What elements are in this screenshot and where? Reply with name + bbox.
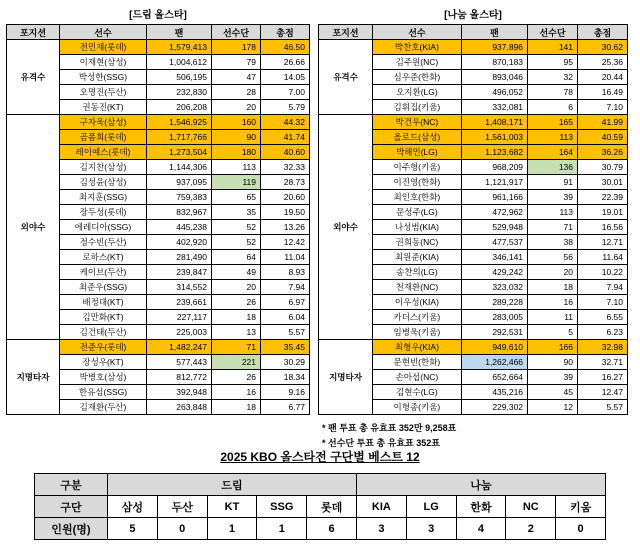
squad-votes-cell: 18 xyxy=(528,280,578,295)
fan-votes-cell: 937,896 xyxy=(461,40,527,55)
squad-votes-cell: 26 xyxy=(212,370,261,385)
column-header-total: 총점 xyxy=(578,25,628,40)
player-name-cell: 전준우(롯데) xyxy=(60,340,147,355)
fan-votes-cell: 832,967 xyxy=(147,205,212,220)
fan-votes-cell: 577,443 xyxy=(147,355,212,370)
total-score-cell: 12.42 xyxy=(261,235,310,250)
summary-count-cell: 0 xyxy=(157,518,207,540)
column-header-squad: 선수단 xyxy=(528,25,578,40)
total-score-cell: 7.94 xyxy=(261,280,310,295)
position-cell: 지명타자 xyxy=(7,340,60,415)
fan-votes-cell: 1,408,171 xyxy=(461,115,527,130)
squad-votes-cell: 221 xyxy=(212,355,261,370)
total-score-cell: 30.01 xyxy=(578,175,628,190)
total-score-cell: 7.10 xyxy=(578,295,628,310)
fan-votes-cell: 206,208 xyxy=(147,100,212,115)
fan-votes-cell: 283,005 xyxy=(461,310,527,325)
vote-notes xyxy=(318,421,628,450)
squad-votes-cell: 78 xyxy=(528,85,578,100)
column-header-player: 선수 xyxy=(60,25,147,40)
summary-team-cell: 두산 xyxy=(157,496,207,518)
summary-team-cell: SSG xyxy=(257,496,307,518)
fan-votes-cell: 506,195 xyxy=(147,70,212,85)
total-score-cell: 11.04 xyxy=(261,250,310,265)
fan-votes-cell: 1,144,306 xyxy=(147,160,212,175)
summary-team-cell: LG xyxy=(406,496,456,518)
nanum-allstar-table xyxy=(318,24,628,415)
squad-votes-cell: 113 xyxy=(528,205,578,220)
squad-votes-cell: 71 xyxy=(212,340,261,355)
fan-votes-cell: 812,772 xyxy=(147,370,212,385)
summary-count-cell: 3 xyxy=(406,518,456,540)
squad-votes-cell: 52 xyxy=(212,235,261,250)
player-name-cell: 김휘집(키움) xyxy=(373,100,462,115)
player-name-cell: 이형종(키움) xyxy=(373,400,462,415)
summary-group-row xyxy=(35,474,606,496)
fan-votes-cell: 961,166 xyxy=(461,190,527,205)
total-score-cell: 32.98 xyxy=(578,340,628,355)
nanum-table-body xyxy=(319,40,628,415)
squad-votes-cell: 90 xyxy=(528,355,578,370)
summary-team-cell: KIA xyxy=(356,496,406,518)
total-score-cell: 19.50 xyxy=(261,205,310,220)
player-name-cell: 박찬호(KIA) xyxy=(373,40,462,55)
fan-votes-cell: 1,717,766 xyxy=(147,130,212,145)
player-name-cell: 김주원(NC) xyxy=(373,55,462,70)
player-name-cell: 송찬의(LG) xyxy=(373,265,462,280)
total-score-cell: 6.55 xyxy=(578,310,628,325)
summary-table-body xyxy=(35,474,606,540)
fan-votes-cell: 1,004,612 xyxy=(147,55,212,70)
squad-votes-cell: 90 xyxy=(212,130,261,145)
summary-count-cell: 6 xyxy=(307,518,357,540)
squad-votes-cell: 16 xyxy=(212,385,261,400)
fan-votes-cell: 759,383 xyxy=(147,190,212,205)
player-name-cell: 문성주(LG) xyxy=(373,205,462,220)
table-row xyxy=(7,40,310,55)
fan-votes-cell: 472,962 xyxy=(461,205,527,220)
squad-votes-cell: 11 xyxy=(528,310,578,325)
total-score-cell: 16.27 xyxy=(578,370,628,385)
fan-votes-cell: 652,664 xyxy=(461,370,527,385)
player-name-cell: 권동진(KT) xyxy=(60,100,147,115)
note-squad-votes: * 선수단 투표 총 유효표 352표 xyxy=(322,438,440,448)
player-name-cell: 김지찬(삼성) xyxy=(60,160,147,175)
total-score-cell: 40.60 xyxy=(261,145,310,160)
total-score-cell: 30.29 xyxy=(261,355,310,370)
nanum-panel-title: [나눔 올스타] xyxy=(444,10,502,21)
fan-votes-cell: 229,302 xyxy=(461,400,527,415)
player-name-cell: 전민재(롯데) xyxy=(60,40,147,55)
total-score-cell: 36.26 xyxy=(578,145,628,160)
fan-votes-cell: 445,238 xyxy=(147,220,212,235)
team-summary-table xyxy=(34,473,606,540)
squad-votes-cell: 20 xyxy=(212,280,261,295)
summary-count-row xyxy=(35,518,606,540)
total-score-cell: 10.22 xyxy=(578,265,628,280)
player-name-cell: 카더스(키움) xyxy=(373,310,462,325)
total-score-cell: 9.16 xyxy=(261,385,310,400)
player-name-cell: 올로드(삼성) xyxy=(373,130,462,145)
table-header-row xyxy=(7,25,310,40)
squad-votes-cell: 56 xyxy=(528,250,578,265)
total-score-cell: 7.10 xyxy=(578,100,628,115)
player-name-cell: 천재환(NC) xyxy=(373,280,462,295)
player-name-cell: 박건우(NC) xyxy=(373,115,462,130)
fan-votes-cell: 225,003 xyxy=(147,325,212,340)
player-name-cell: 이진영(한화) xyxy=(373,175,462,190)
player-name-cell: 정수빈(두산) xyxy=(60,235,147,250)
summary-title: 2025 KBO 올스타전 구단별 베스트 12 xyxy=(220,450,420,464)
summary-label-gudan: 구단 xyxy=(35,496,108,518)
summary-count-cell: 2 xyxy=(506,518,556,540)
summary-team-cell: 롯데 xyxy=(307,496,357,518)
squad-votes-cell: 95 xyxy=(528,55,578,70)
total-score-cell: 25.36 xyxy=(578,55,628,70)
team-summary-section xyxy=(0,448,640,540)
squad-votes-cell: 79 xyxy=(212,55,261,70)
total-score-cell: 30.79 xyxy=(578,160,628,175)
player-name-cell: 박해민(LG) xyxy=(373,145,462,160)
player-name-cell: 권희동(NC) xyxy=(373,235,462,250)
total-score-cell: 14.05 xyxy=(261,70,310,85)
player-name-cell: 김현수(LG) xyxy=(373,385,462,400)
fan-votes-cell: 1,579,413 xyxy=(147,40,212,55)
summary-team-cell: 삼성 xyxy=(108,496,158,518)
summary-count-cell: 3 xyxy=(356,518,406,540)
total-score-cell: 44.32 xyxy=(261,115,310,130)
total-score-cell: 7.00 xyxy=(261,85,310,100)
fan-votes-cell: 239,847 xyxy=(147,265,212,280)
fan-votes-cell: 435,216 xyxy=(461,385,527,400)
squad-votes-cell: 13 xyxy=(212,325,261,340)
table-row xyxy=(7,115,310,130)
fan-votes-cell: 870,183 xyxy=(461,55,527,70)
summary-team-cell: KT xyxy=(207,496,257,518)
player-name-cell: 이주형(키움) xyxy=(373,160,462,175)
fan-votes-cell: 402,920 xyxy=(147,235,212,250)
fan-votes-cell: 949,610 xyxy=(461,340,527,355)
squad-votes-cell: 20 xyxy=(528,265,578,280)
squad-votes-cell: 166 xyxy=(528,340,578,355)
summary-count-cell: 1 xyxy=(257,518,307,540)
total-score-cell: 32.71 xyxy=(578,355,628,370)
fan-votes-cell: 232,830 xyxy=(147,85,212,100)
player-name-cell: 곰폼희(롯데) xyxy=(60,130,147,145)
total-score-cell: 11.64 xyxy=(578,250,628,265)
total-score-cell: 6.23 xyxy=(578,325,628,340)
total-score-cell: 5.57 xyxy=(261,325,310,340)
summary-group-nanum: 나눔 xyxy=(356,474,605,496)
summary-count-cell: 4 xyxy=(456,518,506,540)
dream-table-body xyxy=(7,40,310,415)
fan-votes-cell: 332,081 xyxy=(461,100,527,115)
squad-votes-cell: 160 xyxy=(212,115,261,130)
fan-votes-cell: 937,095 xyxy=(147,175,212,190)
summary-team-cell: NC xyxy=(506,496,556,518)
squad-votes-cell: 180 xyxy=(212,145,261,160)
total-score-cell: 30.62 xyxy=(578,40,628,55)
squad-votes-cell: 5 xyxy=(528,325,578,340)
squad-votes-cell: 18 xyxy=(212,310,261,325)
nanum-allstar-panel xyxy=(318,6,628,451)
fan-votes-cell: 429,242 xyxy=(461,265,527,280)
player-name-cell: 장두성(롯데) xyxy=(60,205,147,220)
summary-team-cell: 키움 xyxy=(556,496,606,518)
squad-votes-cell: 91 xyxy=(528,175,578,190)
column-header-fan: 팬 xyxy=(461,25,527,40)
player-name-cell: 배정대(KT) xyxy=(60,295,147,310)
player-name-cell: 최인호(한화) xyxy=(373,190,462,205)
squad-votes-cell: 28 xyxy=(212,85,261,100)
squad-votes-cell: 6 xyxy=(528,100,578,115)
total-score-cell: 6.77 xyxy=(261,400,310,415)
summary-count-cell: 0 xyxy=(556,518,606,540)
player-name-cell: 김성윤(삼성) xyxy=(60,175,147,190)
column-header-position: 포지션 xyxy=(319,25,373,40)
squad-votes-cell: 64 xyxy=(212,250,261,265)
total-score-cell: 46.50 xyxy=(261,40,310,55)
squad-votes-cell: 18 xyxy=(212,400,261,415)
player-name-cell: 심우준(한화) xyxy=(373,70,462,85)
total-score-cell: 5.57 xyxy=(578,400,628,415)
squad-votes-cell: 165 xyxy=(528,115,578,130)
player-name-cell: 김건태(두산) xyxy=(60,325,147,340)
squad-votes-cell: 71 xyxy=(528,220,578,235)
fan-votes-cell: 289,228 xyxy=(461,295,527,310)
player-name-cell: 장성우(KT) xyxy=(60,355,147,370)
fan-votes-cell: 1,546,925 xyxy=(147,115,212,130)
player-name-cell: 나성범(KIA) xyxy=(373,220,462,235)
player-name-cell: 오지환(LG) xyxy=(373,85,462,100)
position-cell: 외야수 xyxy=(7,115,60,340)
squad-votes-cell: 16 xyxy=(528,295,578,310)
total-score-cell: 8.93 xyxy=(261,265,310,280)
position-cell: 유격수 xyxy=(7,40,60,115)
fan-votes-cell: 227,117 xyxy=(147,310,212,325)
total-score-cell: 41.74 xyxy=(261,130,310,145)
player-name-cell: 최형우(KIA) xyxy=(373,340,462,355)
fan-votes-cell: 239,661 xyxy=(147,295,212,310)
player-name-cell: 한유섬(SSG) xyxy=(60,385,147,400)
total-score-cell: 41.99 xyxy=(578,115,628,130)
player-name-cell: 임병욱(키움) xyxy=(373,325,462,340)
squad-votes-cell: 113 xyxy=(212,160,261,175)
fan-votes-cell: 529,948 xyxy=(461,220,527,235)
squad-votes-cell: 35 xyxy=(212,205,261,220)
player-name-cell: 박병호(삼성) xyxy=(60,370,147,385)
squad-votes-cell: 178 xyxy=(212,40,261,55)
position-cell: 외야수 xyxy=(319,115,373,340)
player-name-cell: 최준우(SSG) xyxy=(60,280,147,295)
summary-count-cell: 1 xyxy=(207,518,257,540)
summary-label-gubun: 구분 xyxy=(35,474,108,496)
player-name-cell: 구자욱(삼성) xyxy=(60,115,147,130)
squad-votes-cell: 136 xyxy=(528,160,578,175)
total-score-cell: 12.71 xyxy=(578,235,628,250)
fan-votes-cell: 346,141 xyxy=(461,250,527,265)
total-score-cell: 13.26 xyxy=(261,220,310,235)
table-row xyxy=(319,340,628,355)
fan-votes-cell: 263,848 xyxy=(147,400,212,415)
player-name-cell: 최지훈(SSG) xyxy=(60,190,147,205)
total-score-cell: 32.33 xyxy=(261,160,310,175)
total-score-cell: 6.04 xyxy=(261,310,310,325)
squad-votes-cell: 39 xyxy=(528,190,578,205)
total-score-cell: 40.59 xyxy=(578,130,628,145)
squad-votes-cell: 164 xyxy=(528,145,578,160)
squad-votes-cell: 45 xyxy=(528,385,578,400)
total-score-cell: 26.66 xyxy=(261,55,310,70)
squad-votes-cell: 65 xyxy=(212,190,261,205)
note-fan-votes: * 팬 투표 총 유효표 352만 9,258표 xyxy=(322,423,457,433)
player-name-cell: 손아섭(NC) xyxy=(373,370,462,385)
summary-team-cell: 한화 xyxy=(456,496,506,518)
player-name-cell: 로하스(KT) xyxy=(60,250,147,265)
fan-votes-cell: 392,948 xyxy=(147,385,212,400)
column-header-position: 포지션 xyxy=(7,25,60,40)
squad-votes-cell: 26 xyxy=(212,295,261,310)
column-header-total: 총점 xyxy=(261,25,310,40)
fan-votes-cell: 1,273,504 xyxy=(147,145,212,160)
total-score-cell: 18.34 xyxy=(261,370,310,385)
column-header-squad: 선수단 xyxy=(212,25,261,40)
position-cell: 유격수 xyxy=(319,40,373,115)
total-score-cell: 20.60 xyxy=(261,190,310,205)
player-name-cell: 박성한(SSG) xyxy=(60,70,147,85)
player-name-cell: 에레디아(SSG) xyxy=(60,220,147,235)
fan-votes-cell: 281,490 xyxy=(147,250,212,265)
squad-votes-cell: 12 xyxy=(528,400,578,415)
fan-votes-cell: 292,531 xyxy=(461,325,527,340)
dream-allstar-panel xyxy=(6,6,310,415)
squad-votes-cell: 119 xyxy=(212,175,261,190)
fan-votes-cell: 968,209 xyxy=(461,160,527,175)
position-cell: 지명타자 xyxy=(319,340,373,415)
table-row xyxy=(319,115,628,130)
summary-count-cell: 5 xyxy=(108,518,158,540)
column-header-fan: 팬 xyxy=(147,25,212,40)
total-score-cell: 20.44 xyxy=(578,70,628,85)
fan-votes-cell: 1,262,466 xyxy=(461,355,527,370)
player-name-cell: 문현빈(한화) xyxy=(373,355,462,370)
total-score-cell: 12.47 xyxy=(578,385,628,400)
total-score-cell: 7.94 xyxy=(578,280,628,295)
squad-votes-cell: 38 xyxy=(528,235,578,250)
fan-votes-cell: 1,123,682 xyxy=(461,145,527,160)
dream-panel-title: [드림 올스타] xyxy=(129,10,187,21)
player-name-cell: 김만화(KT) xyxy=(60,310,147,325)
fan-votes-cell: 1,482,247 xyxy=(147,340,212,355)
squad-votes-cell: 39 xyxy=(528,370,578,385)
fan-votes-cell: 1,561,003 xyxy=(461,130,527,145)
total-score-cell: 6.97 xyxy=(261,295,310,310)
player-name-cell: 이우성(KIA) xyxy=(373,295,462,310)
squad-votes-cell: 52 xyxy=(212,220,261,235)
fan-votes-cell: 496,052 xyxy=(461,85,527,100)
player-name-cell: 오명진(두산) xyxy=(60,85,147,100)
player-name-cell: 레이예스(롯데) xyxy=(60,145,147,160)
fan-votes-cell: 477,537 xyxy=(461,235,527,250)
squad-votes-cell: 20 xyxy=(212,100,261,115)
table-row xyxy=(7,340,310,355)
fan-votes-cell: 1,121,917 xyxy=(461,175,527,190)
squad-votes-cell: 113 xyxy=(528,130,578,145)
total-score-cell: 5.79 xyxy=(261,100,310,115)
fan-votes-cell: 314,552 xyxy=(147,280,212,295)
player-name-cell: 이재현(삼성) xyxy=(60,55,147,70)
player-name-cell: 김재환(두산) xyxy=(60,400,147,415)
total-score-cell: 16.49 xyxy=(578,85,628,100)
squad-votes-cell: 47 xyxy=(212,70,261,85)
total-score-cell: 28.73 xyxy=(261,175,310,190)
summary-group-dream: 드림 xyxy=(108,474,357,496)
table-header-row xyxy=(319,25,628,40)
squad-votes-cell: 32 xyxy=(528,70,578,85)
total-score-cell: 35.45 xyxy=(261,340,310,355)
total-score-cell: 19.01 xyxy=(578,205,628,220)
total-score-cell: 16.56 xyxy=(578,220,628,235)
squad-votes-cell: 49 xyxy=(212,265,261,280)
summary-team-row xyxy=(35,496,606,518)
summary-label-count: 인원(명) xyxy=(35,518,108,540)
player-name-cell: 케이브(두산) xyxy=(60,265,147,280)
table-row xyxy=(319,40,628,55)
player-name-cell: 최원준(KIA) xyxy=(373,250,462,265)
dream-allstar-table xyxy=(6,24,310,415)
fan-votes-cell: 893,046 xyxy=(461,70,527,85)
squad-votes-cell: 141 xyxy=(528,40,578,55)
fan-votes-cell: 323,032 xyxy=(461,280,527,295)
column-header-player: 선수 xyxy=(373,25,462,40)
total-score-cell: 22.39 xyxy=(578,190,628,205)
